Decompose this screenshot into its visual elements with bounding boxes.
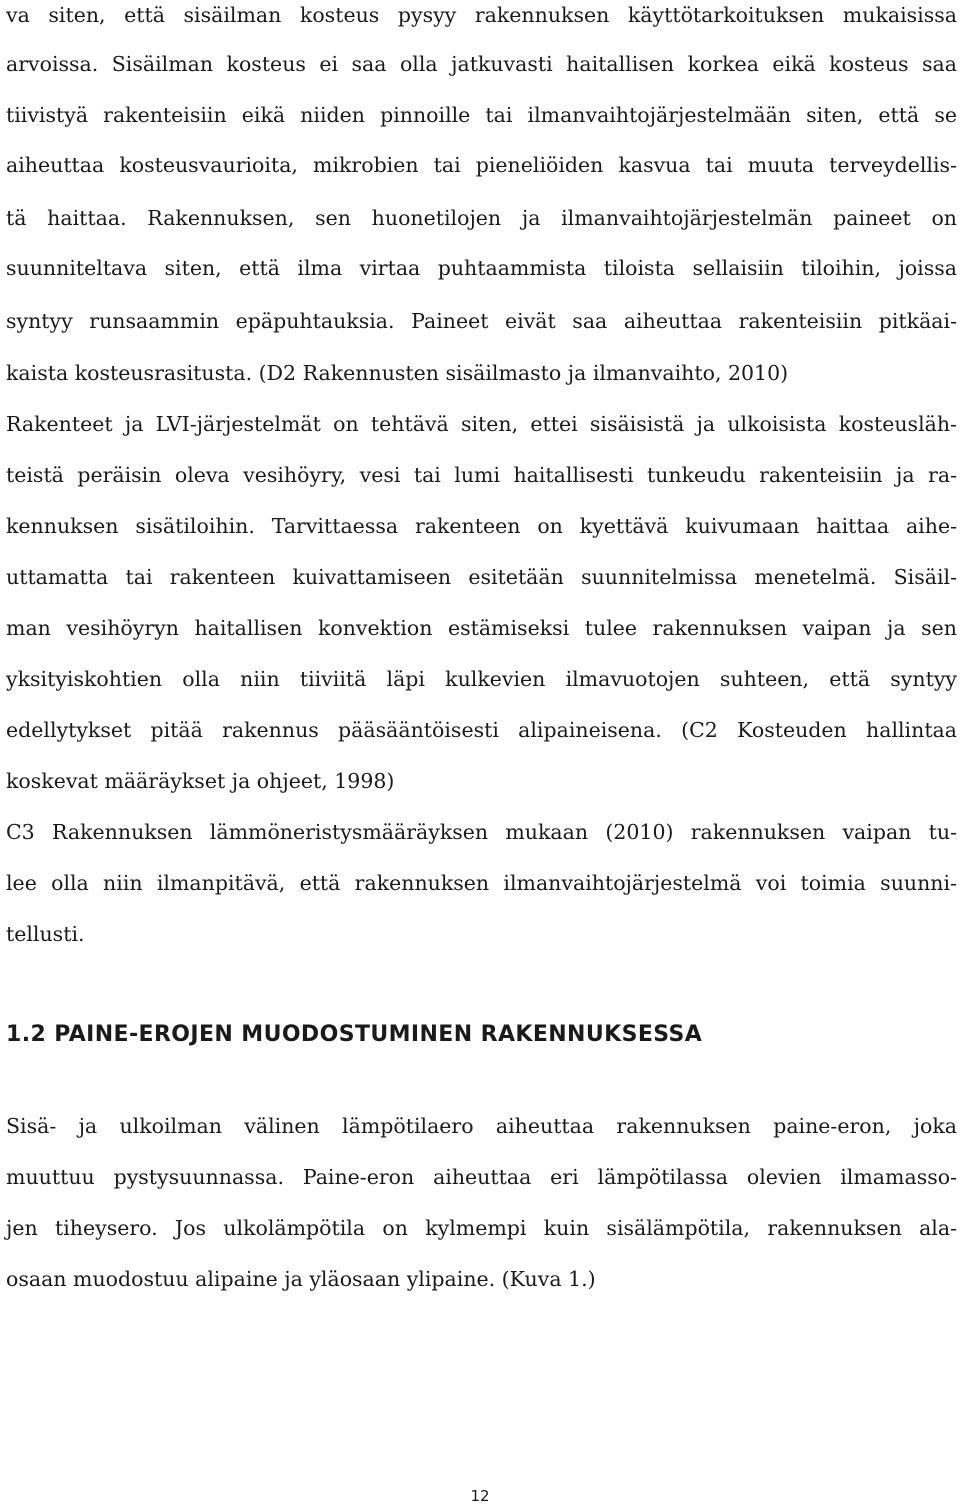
- text-line: edellytykset pitää rakennus pääsääntöisesti alipaineisena. (C2 Kosteuden hallintaa: [6, 718, 957, 742]
- text-line: aiheuttaa kosteusvaurioita, mikrobien tai pieneliöiden kasvua tai muuta terveydellis-: [6, 153, 957, 177]
- text-line: Rakenteet ja LVI-järjestelmät on tehtävä siten, ettei sisäisistä ja ulkoisista kosteusläh-: [6, 412, 957, 436]
- text-line: tellusti.: [6, 922, 85, 946]
- text-line: tä haittaa. Rakennuksen, sen huonetilojen ja ilmanvaihtojärjestelmän paineet on: [6, 206, 957, 230]
- text-line: C3 Rakennuksen lämmöneristysmääräyksen mukaan (2010) rakennuksen vaipan tu-: [6, 820, 957, 844]
- text-line: va siten, että sisäilman kosteus pysyy rakennuksen käyttötarkoituksen mukaisissa: [6, 3, 957, 27]
- text-line: osaan muodostuu alipaine ja yläosaan ylipaine. (Kuva 1.): [6, 1267, 596, 1291]
- text-line: suunniteltava siten, että ilma virtaa puhtaammista tiloista sellaisiin tiloihin, joissa: [6, 256, 957, 280]
- text-line: muuttuu pystysuunnassa. Paine-eron aiheuttaa eri lämpötilassa olevien ilmamasso-: [6, 1165, 957, 1189]
- text-line: man vesihöyryn haitallisen konvektion estämiseksi tulee rakennuksen vaipan ja sen: [6, 616, 957, 640]
- text-line: kaista kosteusrasitusta. (D2 Rakennusten sisäilmasto ja ilmanvaihto, 2010): [6, 361, 789, 385]
- text-line: teistä peräisin oleva vesihöyry, vesi tai lumi haitallisesti tunkeudu rakenteisiin ja ra-: [6, 463, 957, 487]
- section-heading: 1.2 PAINE-EROJEN MUODOSTUMINEN RAKENNUKSESSA: [6, 1022, 703, 1047]
- text-line: lee olla niin ilmanpitävä, että rakennuksen ilmanvaihtojärjestelmä voi toimia suunni-: [6, 871, 957, 895]
- text-line: jen tiheysero. Jos ulkolämpötila on kylmempi kuin sisälämpötila, rakennuksen ala-: [6, 1216, 957, 1240]
- text-line: Sisä- ja ulkoilman välinen lämpötilaero aiheuttaa rakennuksen paine-eron, joka: [6, 1114, 957, 1138]
- text-line: syntyy runsaammin epäpuhtauksia. Paineet eivät saa aiheuttaa rakenteisiin pitkäai-: [6, 309, 957, 333]
- text-line: yksityiskohtien olla niin tiiviitä läpi kulkevien ilmavuotojen suhteen, että syntyy: [6, 667, 957, 691]
- page-number: 12: [470, 1487, 490, 1505]
- text-line: tiivistyä rakenteisiin eikä niiden pinnoille tai ilmanvaihtojärjestelmään siten, että se: [6, 103, 957, 127]
- text-line: kennuksen sisätiloihin. Tarvittaessa rakenteen on kyettävä kuivumaan haittaa aihe-: [6, 514, 957, 538]
- text-line: koskevat määräykset ja ohjeet, 1998): [6, 769, 395, 793]
- text-line: arvoissa. Sisäilman kosteus ei saa olla jatkuvasti haitallisen korkea eikä kosteus saa: [6, 52, 957, 76]
- text-line: uttamatta tai rakenteen kuivattamiseen esitetään suunnitelmissa menetelmä. Sisäil-: [6, 565, 957, 589]
